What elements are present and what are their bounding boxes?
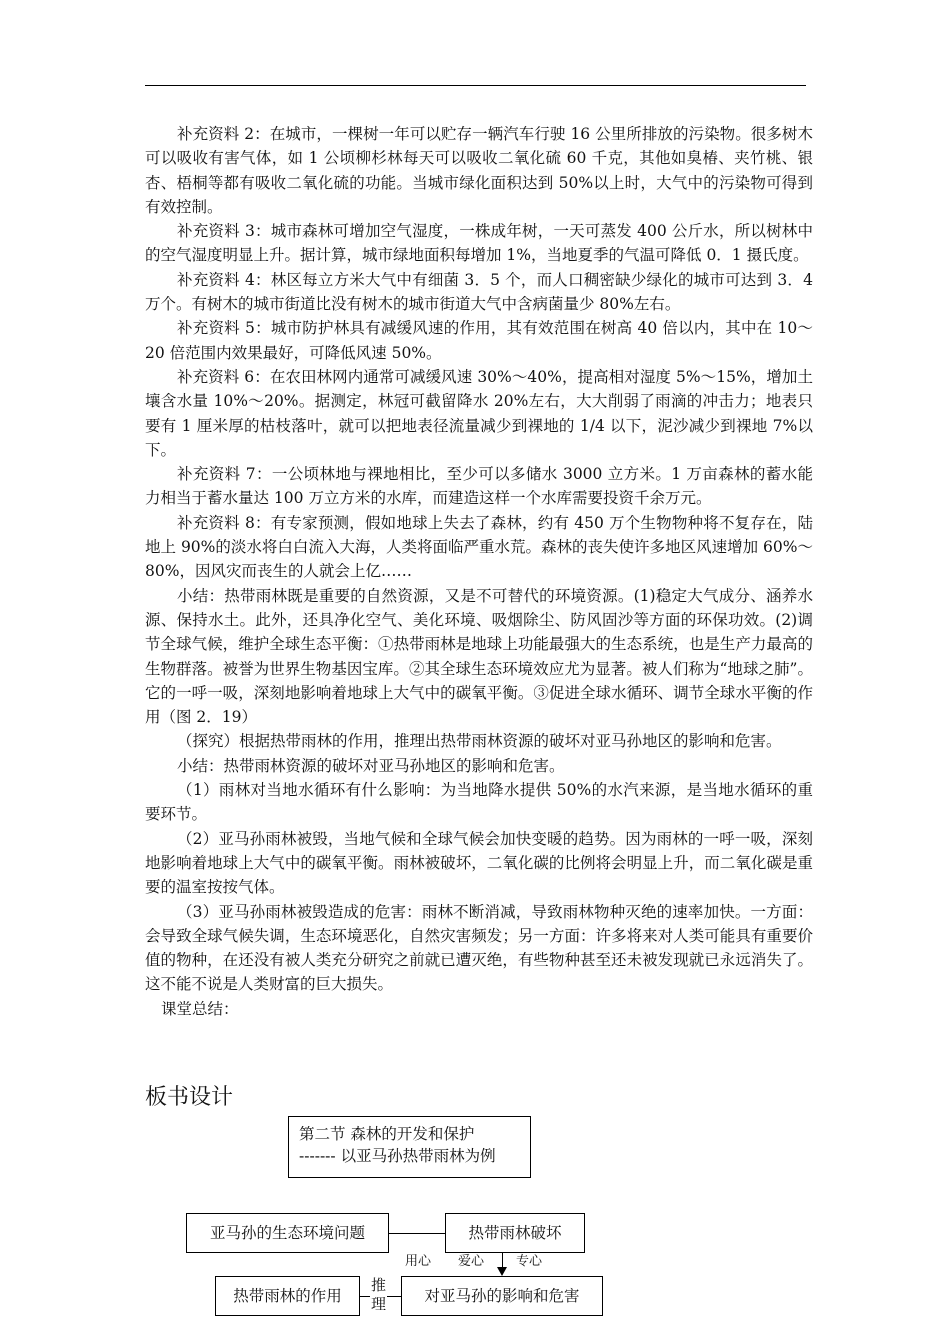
paragraph-supplement-3: 补充资料 3：城市森林可增加空气湿度，一株成年树，一天可蒸发 400 公斤水，所以树林中的空气湿度明显上升。据计算，城市绿地面积每增加 1%，当地夏季的气温可降低 0．1 摄氏度。: [145, 222, 813, 265]
box-rainforest-destruction: 热带雨林破坏: [445, 1213, 585, 1253]
paragraph-summary-1: 小结：热带雨林既是重要的自然资源，又是不可替代的环境资源。(1)稳定大气成分、涵养水源、保持水土。此外，还具净化空气、美化环境、吸烟除尘、防风固沙等方面的环保功效。(2)调节全球气候，维护全球生态平衡：①热带雨林是地球上功能最强大的生态系统，也是生产力最高的生物群落。被誉为世界生物基因宝库。②其全球生态环境效应尤为显著。被人们称为“地球之肺”。它的一呼一吸，深刻地影响着地球上大气中的碳氧平衡。③促进全球水循环、调节全球水平衡的作用（图 2．19）: [145, 586, 813, 727]
paragraph-supplement-4: 补充资料 4：林区每立方米大气中有细菌 3．5 个，而人口稠密缺少绿化的城市可达到 3．4 万个。有树木的城市街道比没有树木的城市街道大气中含病菌量少 80%左右。: [145, 270, 813, 314]
paragraph-point-1: （1）雨林对当地水循环有什么影响：为当地降水提供 50%的水汽来源，是当地水循环的重要环节。: [145, 781, 813, 824]
paragraph-supplement-2: 补充资料 2：在城市，一棵树一年可以贮存一辆汽车行驶 16 公里所排放的污染物。很多树木可以吸收有害气体，如 1 公顷柳杉林每天可以吸收二氧化硫 60 千克，其他如臭椿、夹竹桃、银杏、梧桐等都有吸收二氧化硫的功能。当城市绿化面积达到 50%以上时，大气中的污染物可得到有效控制。: [145, 125, 813, 216]
box-ecological-problem: 亚马孙的生态环境问题: [186, 1213, 389, 1253]
diagram-title-line-1: 第二节 森林的开发和保护: [299, 1125, 475, 1143]
document-body: [145, 122, 813, 1021]
paragraph-summary-2: 小结：热带雨林资源的破坏对亚马孙地区的影响和危害。: [177, 756, 565, 775]
paragraph-explore: （探究）根据热带雨林的作用，推理出热带雨林资源的破坏对亚马孙地区的影响和危害。: [177, 732, 782, 751]
paragraph-supplement-6: 补充资料 6：在农田林网内通常可减缓风速 30%～40%，提高相对湿度 5%～15%，增加土壤含水量 10%～20%。据测定，林冠可截留降水 20%左右，大大削弱了雨滴的冲击力；地表只要有 1 厘米厚的枯枝落叶，就可以把地表径流量减少到裸地的 1/4 以下，泥沙减少到裸地 7%以下。: [145, 367, 813, 459]
down-arrow-icon: [497, 1267, 507, 1276]
header-rule: [145, 85, 806, 86]
box-rainforest-role: 热带雨林的作用: [215, 1276, 360, 1316]
label-aixin: 爱心: [458, 1254, 485, 1269]
box-impact-harm: 对亚马孙的影响和危害: [401, 1276, 603, 1316]
paragraph-point-3: （3）亚马孙雨林被毁造成的危害：雨林不断消减，导致雨林物种灭绝的速率加快。一方面：会导致全球气候失调，生态环境恶化，自然灾害频发；另一方面：许多将来对人类可能具有重要价值的物种，在还没有被人类充分研究之前就已遭灭绝，有些物种甚至还未被发现就已永远消失了。这不能不说是人类财富的巨大损失。: [145, 902, 813, 994]
paragraph-point-2: （2）亚马孙雨林被毁，当地气候和全球气候会加快变暖的趋势。因为雨林的一呼一吸，深刻地影响着地球上大气中的碳氧平衡。雨林被破坏，二氧化碳的比例将会明显上升，而二氧化碳是重要的温室按按气体。: [145, 829, 813, 897]
diagram-title-box: [288, 1116, 531, 1178]
label-li: 理: [371, 1295, 387, 1313]
paragraph-supplement-7: 补充资料 7：一公顷林地与裸地相比，至少可以多储水 3000 立方米。1 万亩森林的蓄水能力相当于蓄水量达 100 万立方米的水库，而建造这样一个水库需要投资千余万元。: [145, 465, 813, 508]
label-tui: 推: [371, 1276, 387, 1294]
reasoning-label: [370, 1276, 387, 1314]
connector-line-horizontal: [389, 1233, 445, 1234]
label-yongxin: 用心: [405, 1254, 432, 1269]
class-summary-label: 课堂总结：: [161, 999, 239, 1018]
diagram-title-line-2: ------- 以亚马孙热带雨林为例: [299, 1147, 496, 1165]
board-design-heading: 板书设计: [145, 1085, 234, 1110]
paragraph-supplement-5: 补充资料 5：城市防护林具有减缓风速的作用，其有效范围在树高 40 倍以内，其中在 10～20 倍范围内效果最好，可降低风速 50%。: [145, 319, 813, 362]
paragraph-supplement-8: 补充资料 8：有专家预测，假如地球上失去了森林，约有 450 万个生物物种将不复存在，陆地上 90%的淡水将白白流入大海，人类将面临严重水荒。森林的丧失使许多地区风速增加 60%～80%，因风灾而丧生的人就会上亿……: [145, 513, 813, 581]
label-zhuanxin: 专心: [516, 1254, 543, 1269]
